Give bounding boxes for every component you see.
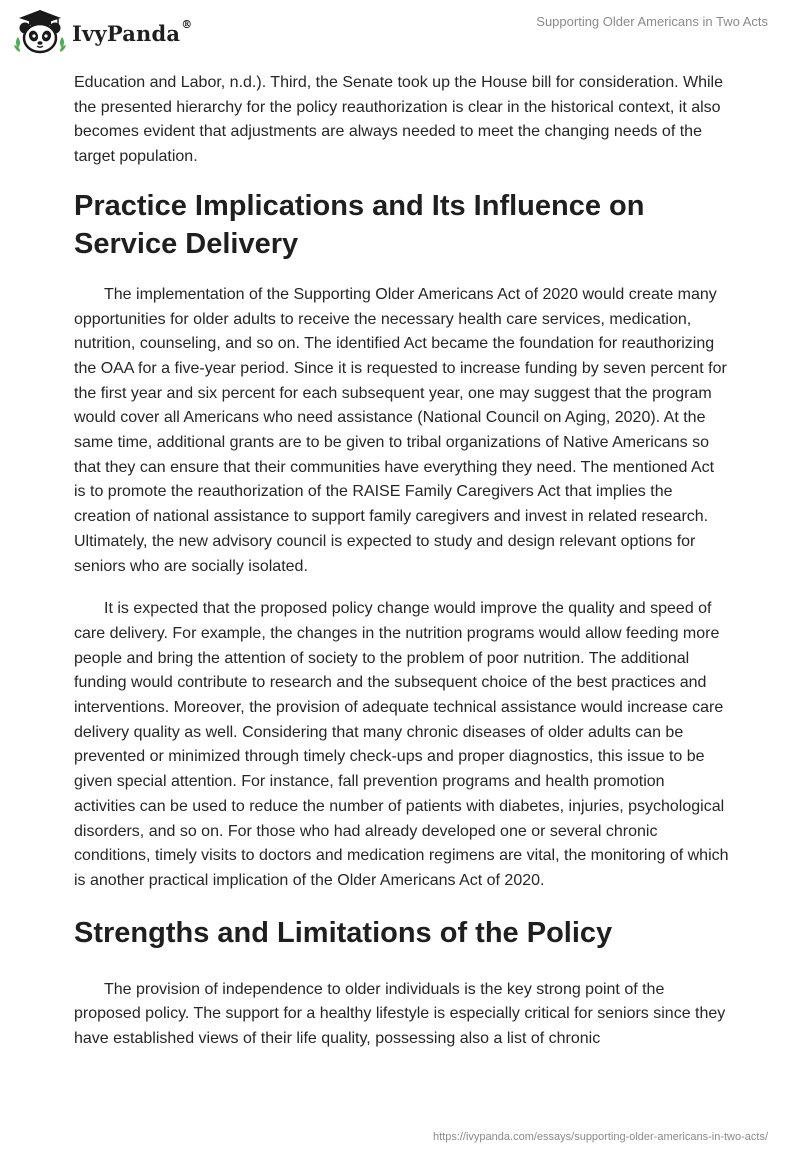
section-heading-strengths-limitations: Strengths and Limitations of the Policy: [74, 916, 613, 949]
panda-graduate-icon: [14, 8, 66, 56]
brand-logo[interactable]: [14, 8, 192, 56]
page-header: [0, 0, 800, 60]
document-title: Supporting Older Americans in Two Acts: [536, 14, 768, 29]
brand-name-text: IvyPanda: [72, 20, 181, 46]
section-heading-practice-implications: Practice Implications and Its Influence on Service Delivery: [74, 189, 645, 260]
intro-paragraph: Education and Labor, n.d.). Third, the Senate took up the House bill for consideration. While the presented hierarchy for the policy reauthorization is clear in the historical context, it also becomes evident that adjustments are always needed to meet the changing needs of the target population.: [74, 74, 723, 166]
paragraph: It is expected that the proposed policy change would improve the quality and speed of care delivery. For example, the changes in the nutrition programs would allow feeding more people and bring the attention of society to the problem of poor nutrition. The additional funding would contribute to research and the subsequent choice of the best practices and interventions. Moreover, the provision of adequate technical assistance would increase care delivery quality as well. Considering that many chronic diseases of older adults can be prevented or minimized through timely check-ups and proper diagnostics, this issue to be given special attention. For instance, fall prevention programs and health promotion activities can be used to reduce the number of patients with diabetes, injuries, psychological disorders, and so on. For those who had already developed one or several chronic conditions, timely visits to doctors and medication regimens are vital, the monitoring of which is another practical implication of the Older Americans Act of 2020.: [74, 600, 729, 889]
paragraph: The implementation of the Supporting Older Americans Act of 2020 would create many opportunities for older adults to receive the necessary health care services, medication, nutrition, counseling, and so on. The identified Act became the foundation for reauthorizing the OAA for a five-year period. Since it is requested to increase funding by seven percent for the first year and six percent for each subsequent year, one may suggest that the program would cover all Americans who need assistance (National Council on Aging, 2020). At the same time, additional grants are to be given to tribal organizations of Native Americans so that they can ensure that their communities have everything they need. The mentioned Act is to promote the reauthorization of the RAISE Family Caregivers Act that implies the creation of national assistance to support family caregivers and invest in related research. Ultimately, the new advisory council is expected to study and design relevant options for seniors who are socially isolated.: [74, 285, 727, 575]
paragraph: The provision of independence to older individuals is the key strong point of the proposed policy. The support for a healthy lifestyle is especially critical for seniors since they have established views of their life quality, possessing also a list of chronic: [74, 980, 726, 1048]
essay-content: [74, 71, 730, 1052]
brand-name: [72, 17, 193, 46]
registered-mark: ®: [181, 17, 193, 31]
source-url[interactable]: https://ivypanda.com/essays/supporting-older-americans-in-two-acts/: [432, 1131, 768, 1143]
